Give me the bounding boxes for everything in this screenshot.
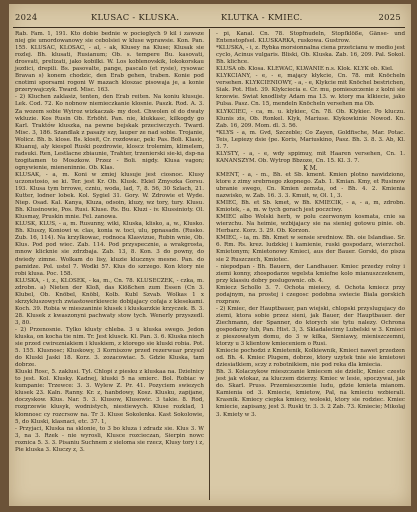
entry-paragraph: *KLUSKA, - i, z. Rybka morsionnalna ciena przetcianu w medio jest cyclo, Acinus vulgaris. Bliski, Ob. Kluska. Zab. 16, 209. Pal. Sokol. Bh. klichce. [216, 45, 405, 66]
entry-paragraph: KLUSK, KLUS, - a, m. Rusunny, wiki, Kluska, klisko, a, w., Klusko. Bh. Kluszy, Koniowi w. clas, konia w. toci, ulu, ppnasadn. (Rusko. Zub. 16, 114). Na krzylkowac, rodnoca Klasvizue, Rubin wnie, Ob. Klus. Pod pod wiec. Zab. 114. Pod przyspecznie, a wrakgrosta, mnow klicknie sie zdrzbaja. Zab. 13, 8. Kon. 3 do powny, do dwiedy zimne. Wolkam do lisy, kluzie klucznys mesne. Pan. do pamidze. Pol. ustel 7. Wodki 57. Klus do szrzego. Kon ktory nie robi klusa. Poc. 158. [15, 221, 204, 277]
entry-paragraph: - 2) Przenosnie. Tylko klusty chleba. 3 u kluska swego. Jedon kluska, on kocha tie nim. Tr. Jest klusck. Kl. Pan. 3. 6. Kluska niech sie przed cwirezniakiem i kluskiem, z ktorego sie kluski robia. Pot. 5. 155. Klusnosc; Kluskowy, 3 Korniszow przed rezerwuar przyszl do Kluski Jaski 18. Korz. 3. zozacowiac. 5. Gdzie Kluska, tam dobrze. [15, 326, 204, 369]
entry-paragraph: Bh. 3. Kolaczykow mieszczanie kmiecem sie dzielic, Kmiec czesto jest jak wlokaz, za kluczem dzierzy. Kmiec w lesie, spoczywai, jak do. Skarl. Pruss. Przemieszczenie ludu, gdzie kmieta mianom. Kamienia od 3. Kmiecie, kmietow, Pal, na kmieciu wzbierali. Krasnik. Kmiecy ciepka kmiecy, woloski, ktory sie rodziec. Kmiec kmiecie, zapisany, jest 3. Ruski tr. 3. 3. 2 Zab. 73. Kmiecie; Mikolaj 3. Kmiety w 3. [216, 369, 405, 418]
left-column [15, 31, 204, 454]
page-number-left: 2024 [15, 12, 38, 22]
entry-paragraph: KLUSA ob. Klosa. KLEWAC, KLWANIE n.s. Klok. KLYK ob. Kiel. [216, 66, 394, 73]
entry-paragraph: KLYKCIANY, - e, - e, mający kłykcie, Cn. 78. mit Knöcheln versehen. KLYKCIENIOWY, - a, - e, Klykcie mit Knöchel bestrichen, Siak. Pot. Hist. 39. Klykciecia e. Cr. mu, pomieszczenie z kolni sie krzewie. Swiat knodlisty Adam ma 13. w. ktory ma klkiecie, jako Pulsa. Pasz. Cn. 15, mendeln Knöcheln versehen ma Ob. [216, 73, 405, 108]
entry-paragraph: Kluski Rosc, 5. zaklusi. Tyl. Chlopi z piesku z kluskaa na. Dzielnicy to jest. Kol. Klusky. Kadnej, kluski 5 na smierc. Bol. Robiac w kumpanie: Trzewce: 3. 3. Wylew Z. Pr. 41. Pozyciem swiezych klusek 23. Kaln. Ranny. Kr. z, hanbdowy, Kosz. Klusku, zapijane, doczyskow. Klus. Nar. 5. 3. Klusow, Klusowic. 3 takie. 8. Rod, rozgrzewie klusyk, wodnistych, niestiewych. Kluse rozklad, 1 klomnosc cy rozcrsow na. Tr 3. Kluse Sokolenka. Kast Sokolowie, 5, do Kluski, klasnaci, etc. 37. 1, [15, 369, 204, 425]
header-entry-range-left: KLUSAC - KLUSKA. [91, 12, 180, 22]
header-rule [13, 27, 405, 28]
entry-paragraph: - 2) Kmiec, der Hauptbauer, pan wiejski, chlopski przyslugujacy do ziemi, ktora sobie przez sieni, jak Bauer, der Hauptbauer. der Ziechmann, der Spanner, do ktorych sie tytu nalezy. Ochrona gospodarzy lub, Pan. Hist. 3, 3. Skladalecimy Lubelski w 3. Kmieci z pieszowatym domu, do 3 w kilka, Sieniawy, mieniszczemni, ktorzy u 3 klientow kmieceniem o Rusi. [216, 305, 405, 348]
entry-paragraph: KMENT, - a, - m., Bh. et Sb. kment. Kmien plotno nawidziono, ktore z zimy srebrnego zkopnego. Zab. 1. Kmian. Kmy, et Rusinow ubranie swego, Cn. Kmien zemsta, od - Bh. 4. 2. Kmienia nazwisko, w. Zab. 16. 3. 3. Kmuit, w, Ol. 1, 3. [216, 171, 405, 200]
entry-paragraph: KLYKCIEC, - ca, m. u. klykiec, Cn. 78. Ob. Klykiec. Po kluczu. Klunis zis, Ob. Ronkel. Klyk, Mariuse. Klykowkinie Nowod. Kn. Zab. 16, 209. Mom. dl. 3. 56. [216, 108, 405, 129]
entry-paragraph: - Przyjaci, Kluska na sklonie, to 3 bo kluza i zdradz sie. Klus 3. W 3, na 3. Rzek - nie wyrosli, Klusce rozcieczan, Sierpin nowc roznica 5. 3. 3. Pisaniu Suchnem z sieloma sie rzecz, Klusy tory i z, Pie kluska 3. Kluczy z, 3. [15, 425, 204, 453]
entry-paragraph: Kmiecie pochodzi z Kmietenik, Kolkiewnik, Kmieci nawet przedzen od. Bh. 4. Kmiec Plugem, dobrze, ktory uzytek tnie sie kmietowi dziesiatkiem, sczy z robotnikiem, nie pod reka dla kmiecia. [216, 348, 405, 369]
column-divider [209, 29, 210, 500]
running-header [9, 12, 411, 26]
entry-paragraph: KMIEC, Bh. et Sb. kmet, w Bh. KMIECIK, - a, - a, m, zdrobn. Kmiotek, - a, m. w tych gorach jest poczciwy. [216, 200, 405, 214]
entry-paragraph: Kmiecz Schollo 3. 7. Ochota mieiecy, d. Ochota kmiecz przy podajnym, na prostej i czegosc podobna swiecie Biala gorskich rozpraw. [216, 284, 405, 305]
section-heading: K M. [303, 164, 318, 172]
entry-paragraph: KLUSAK, - a, m. Koni w zmiej klusuje jest ciosnoc. Klusy uczonstosio, se ki. Ter. jest Kr. Ob. Klusk. Ekiel Zmyszka Gorsu. 193. Klusa tym brrowe, czniu, woda, lad, 7, 8. 56, 30 Szlach, 21. Kutter, lodner lobek. Kol. Sygiel 31. Gory. W. Zdrowie et Wyde. Niep. Osad. Kal. Kanya, Kluza, odsoin, kluzy, wz tory, tury. Klusu. Bh. Klusinowie, Pos. Rusi. Kluse. Rs. Bu. Kluzi - iv. Klussinioty. Ol. Klusmay, Pruskin mnie. Fel. zanowa. [15, 171, 204, 221]
entry-paragraph: KLUSKA, - i, z., KLOSEK, - ka, m., Cn. 78. KLUSECZEK, - czka, m. zdrobn. a) Nieten der Kloß, das Klößchen zum Essen (Cn 3. Klubel, Ob. Knöbel, Knöbl, Kolb. Kubl Szvab. Wolkas 1 x skrzykluszowych zwiastowerkiewcie dobijajacy cofaja z klesekami. Koch. 39. Robia w mieszaninie klusek i kluskarzkie krzyczek. B. 3. 28. Klusek z kwaszonyni pachwaty stow tych. Wenerly przyszedl. 3, 80. [15, 277, 204, 326]
entry-paragraph: KLYSTY, - a, - e, wdy sppimuy, mit Haaren versehen, Cn. 1. KANANSZYM. Ob. Wytrop Bbzoze, Cn. 15. Kl. 3. 7. [216, 150, 405, 164]
entry-paragraph: - niepodpan - Bh. Bauern, der Landhauer. Kmiec przedzy rolny i ziemi konny, zhospodarze wgelsta kmiefne kolo mianuszczeknem, przy klassiu dobry poslugownic. ob. 4. [216, 263, 405, 284]
entry-paragraph: - pi, Kanal. Cn. 78. Stopfnudeln, Stopfklöße, Gänse- und Entenstopfsel. KLUSKARKA, ruskowa. Gustrow. [216, 31, 405, 45]
right-column [216, 31, 405, 419]
entry-paragraph: Rab. Fam. 1, 191. Kto dobie bednie w pocieglych 9 kil i zawsze niej gie umordowanowy sie cebolsiei w kluse wprawsie. Kon. Pan. 155. KLUSAC, KLOSAC, - al, - ak, Klusey na Kluse; Klusak sie rozlej. Bh. klusati, Rusianum; Ob. s. tempere Bu. kasovati, drosvati, prelizati, jako kobilki. W. Los koblenovskik, lokokorskau jezdici, drepili. Bs. pasovalte, pange, pascalo (et rysie), rysowac Bravan s) konem chodzic, den Erab gehen, traben. Konie pod cnotimi sporsami rogoni W mazach kloszac pisowaja je, a konie przerywajczyk. Tward. Misc. 163. [15, 31, 204, 94]
entry-paragraph: *KLYS - a, m. Gvd, Szczeble; Co Zayen, Goldfische, Mar. Potac. Teis, Lepiezy dsie (pe. Koris, Mariuskino, Pasz. Bh. 3. 8. 3. Ab, Kl. 3. 7. [216, 129, 405, 150]
header-entry-range-right: KLUTKA - KMIEC. [221, 12, 303, 22]
page-number-right: 2025 [378, 12, 401, 22]
dictionary-page [9, 4, 411, 506]
entry-paragraph: KMIEC albo Wolski herb, w polu czerwonym kosmata, cnie sa wierzchu. Na heimie, wzbijajacy sie na sieniej gotowu pinie. ob. Herbarz. Korz. 3. 29. Ob. Korzon. [216, 214, 405, 235]
entry-paragraph: KMIEC, - ia, m. Bh. Kmet w sensie sredniow. Bh. oie Islandiae. Sr. 6. Rm. Rs. krez. ludzkiej i kamienie, ruski gospodarz, wierzchol. Kmietonym; Kmietonowy Kmieci, aus der Bauer. Gorski, do pisza sie 2 Ruszczech, Kmiotec. [216, 235, 405, 263]
entry-paragraph: - 2) Kluchen zaklasiz, tenten, den Erab reiten. Na koniu klusuje. Lek. Cod. 72. Ko nobnow niemieczkanie klosnie. Paszk. Rod. A. 3. Za wozem sobie Wyiroz wizkaczak- my dost. Chwolen ol do dwaty wkluzie. Kos Rusin Ob. Erhöht. Pan. nie, klukkasc, kilkogdy go Karl. Traktów kluszka, na pewne bejskak przeciwczych. Tward. Misc. 3, 186. Szandlak z pasaży szy, lauper ze nad sobie. Trojanie, Wolicz. Bh. b. klose. Bs. klosit, Cr. rozdowac, pek: Pas. Boli. Klasic, Kluanuj, aly kiespol Ruski pozdrowie, kloscz trolemim, klimelem, radsuki. Ren, Lestlacne zbiaunie, Trahter, trzenierski sie-ki, dsp-na tzogitamen to Moszkow. Przez - Boli. nigdy. Klusa vagon; ognywienie, mieneninnie. Ob. Klas. [15, 94, 204, 171]
